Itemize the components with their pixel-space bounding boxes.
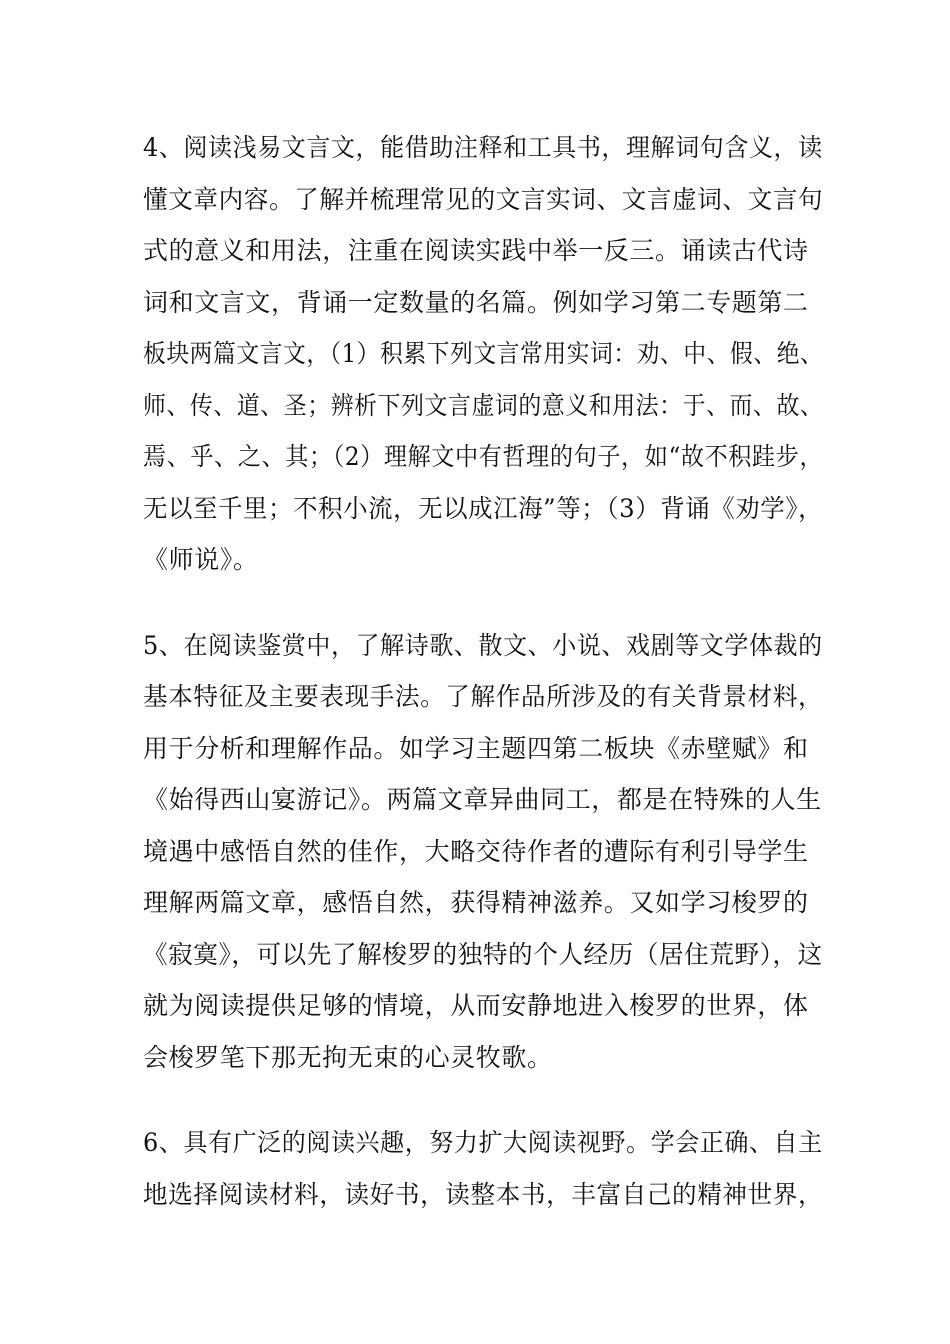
paragraph-line: 师、传、道、圣；辨析下列文言虚词的意义和用法：于、而、故、 bbox=[143, 391, 824, 420]
paragraph-line: 6、具有广泛的阅读兴趣，努力扩大阅读视野。学会正确、自主 bbox=[143, 1128, 823, 1157]
paragraph-line: 式的意义和用法，注重在阅读实践中举一反三。诵读古代诗 bbox=[143, 236, 809, 265]
paragraph-line: 基本特征及主要表现手法。了解作品所涉及的有关背景材料， bbox=[143, 682, 824, 711]
paragraph-line: 懂文章内容。了解并梳理常见的文言实词、文言虚词、文言句 bbox=[143, 185, 824, 214]
paragraph-line: 《始得西山宴游记》。两篇文章异曲同工，都是在特殊的人生 bbox=[143, 785, 822, 814]
paragraph-line: 无以至千里；不积小流，无以成江海”等；（3）背诵《劝学》， bbox=[143, 494, 824, 523]
paragraph-line: 就为阅读提供足够的情境，从而安静地进入梭罗的世界，体 bbox=[143, 991, 809, 1020]
paragraph-line: 板块两篇文言文，（1）积累下列文言常用实词：劝、中、假、绝、 bbox=[143, 339, 824, 368]
paragraph-line: 《寂寞》，可以先了解梭罗的独特的个人经历（居住荒野），这 bbox=[143, 940, 823, 969]
paragraph-line: 4、阅读浅易文言文，能借助注释和工具书，理解词句含义，读 bbox=[143, 133, 823, 162]
paragraph-line: 词和文言文，背诵一定数量的名篇。例如学习第二专题第二 bbox=[143, 288, 809, 317]
paragraph-line: 会梭罗笔下那无拘无束的心灵牧歌。 bbox=[143, 1043, 553, 1072]
paragraph-line: 《师说》。 bbox=[143, 545, 259, 574]
paragraph-line: 焉、乎、之、其；（2）理解文中有哲理的句子，如“故不积跬步， bbox=[143, 442, 824, 471]
paragraph-line: 5、在阅读鉴赏中，了解诗歌、散文、小说、戏剧等文学体裁的 bbox=[143, 631, 823, 660]
paragraph-line: 理解两篇文章，感悟自然，获得精神滋养。又如学习梭罗的 bbox=[143, 888, 809, 917]
paragraph-line: 用于分析和理解作品。如学习主题四第二板块《赤壁赋》和 bbox=[143, 734, 809, 763]
paragraph-line: 境遇中感悟自然的佳作，大略交待作者的遭际有利引导学生 bbox=[143, 837, 809, 866]
paragraph-line: 地选择阅读材料，读好书，读整本书，丰富自己的精神世界， bbox=[143, 1180, 824, 1209]
